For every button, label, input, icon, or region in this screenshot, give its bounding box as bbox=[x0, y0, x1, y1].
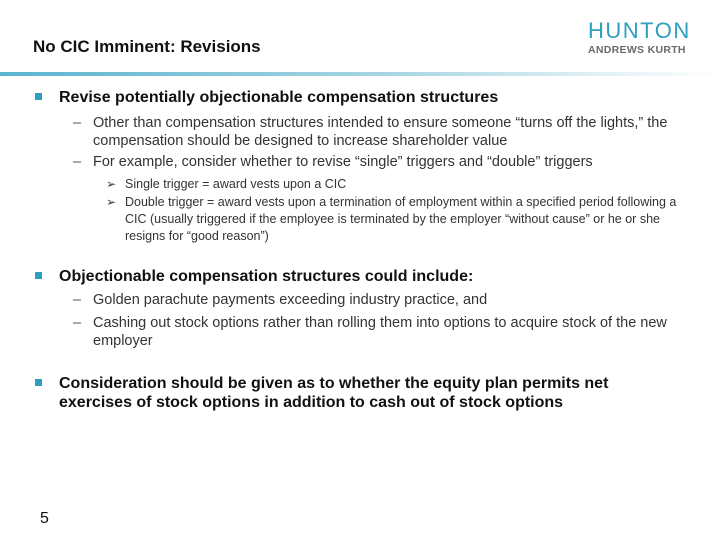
logo-wordmark-bottom: ANDREWS KURTH bbox=[588, 44, 686, 56]
bullet-2-sub-2 bbox=[33, 314, 683, 350]
bullet-1-text: Revise potentially objectionable compensation structures bbox=[59, 89, 499, 106]
bullet-2-text: Objectionable compensation structures could include: bbox=[59, 268, 474, 285]
bullet-2-sub-1 bbox=[33, 291, 683, 309]
bullet-1-sub-1-text: Other than compensation structures intended to ensure someone “turns off the lights,” the compensation should be designed to increase shareholder value bbox=[93, 115, 668, 149]
bullet-1-sub-2 bbox=[33, 153, 683, 171]
bullet-2-sub-1-text: Golden parachute payments exceeding industry practice, and bbox=[93, 292, 488, 308]
single-trigger-text: Single trigger = award vests upon a CIC bbox=[125, 177, 347, 191]
dash-bullet-icon: – bbox=[73, 154, 82, 170]
bullet-2 bbox=[33, 267, 683, 286]
bullet-1-sub-2-item-2 bbox=[33, 194, 683, 245]
dash-bullet-icon: – bbox=[73, 115, 82, 131]
bullet-1 bbox=[33, 88, 683, 107]
bullet-2-sub-2-text: Cashing out stock options rather than rolling them into options to acquire stock of the new employer bbox=[93, 315, 667, 349]
logo-wordmark-top: HUNTON bbox=[588, 18, 691, 43]
slide-content bbox=[33, 88, 683, 412]
company-logo bbox=[588, 20, 692, 56]
arrow-bullet-icon: ➢ bbox=[106, 195, 117, 209]
bullet-3-text: Consideration should be given as to whether the equity plan permits net exercises of stock options in addition to cash out of stock options bbox=[59, 375, 609, 411]
square-bullet-icon bbox=[35, 272, 42, 279]
dash-bullet-icon: – bbox=[73, 292, 82, 308]
bullet-1-sub-2-item-1 bbox=[33, 176, 683, 193]
slide-title: No CIC Imminent: Revisions bbox=[33, 37, 261, 56]
dash-bullet-icon: – bbox=[73, 315, 82, 331]
square-bullet-icon bbox=[35, 379, 42, 386]
page-number: 5 bbox=[40, 510, 49, 527]
double-trigger-text: Double trigger = award vests upon a termination of employment within a specified period following a CIC (usually triggered if the employee is terminated by the employer “without cause” or he or she resigns for “good reason”) bbox=[125, 195, 677, 243]
header-rule bbox=[0, 72, 720, 76]
bullet-3 bbox=[33, 374, 683, 412]
arrow-bullet-icon: ➢ bbox=[106, 177, 117, 191]
square-bullet-icon bbox=[35, 93, 42, 100]
bullet-1-sub-1 bbox=[33, 114, 683, 150]
bullet-1-sub-2-text: For example, consider whether to revise “single” triggers and “double” triggers bbox=[93, 154, 593, 170]
